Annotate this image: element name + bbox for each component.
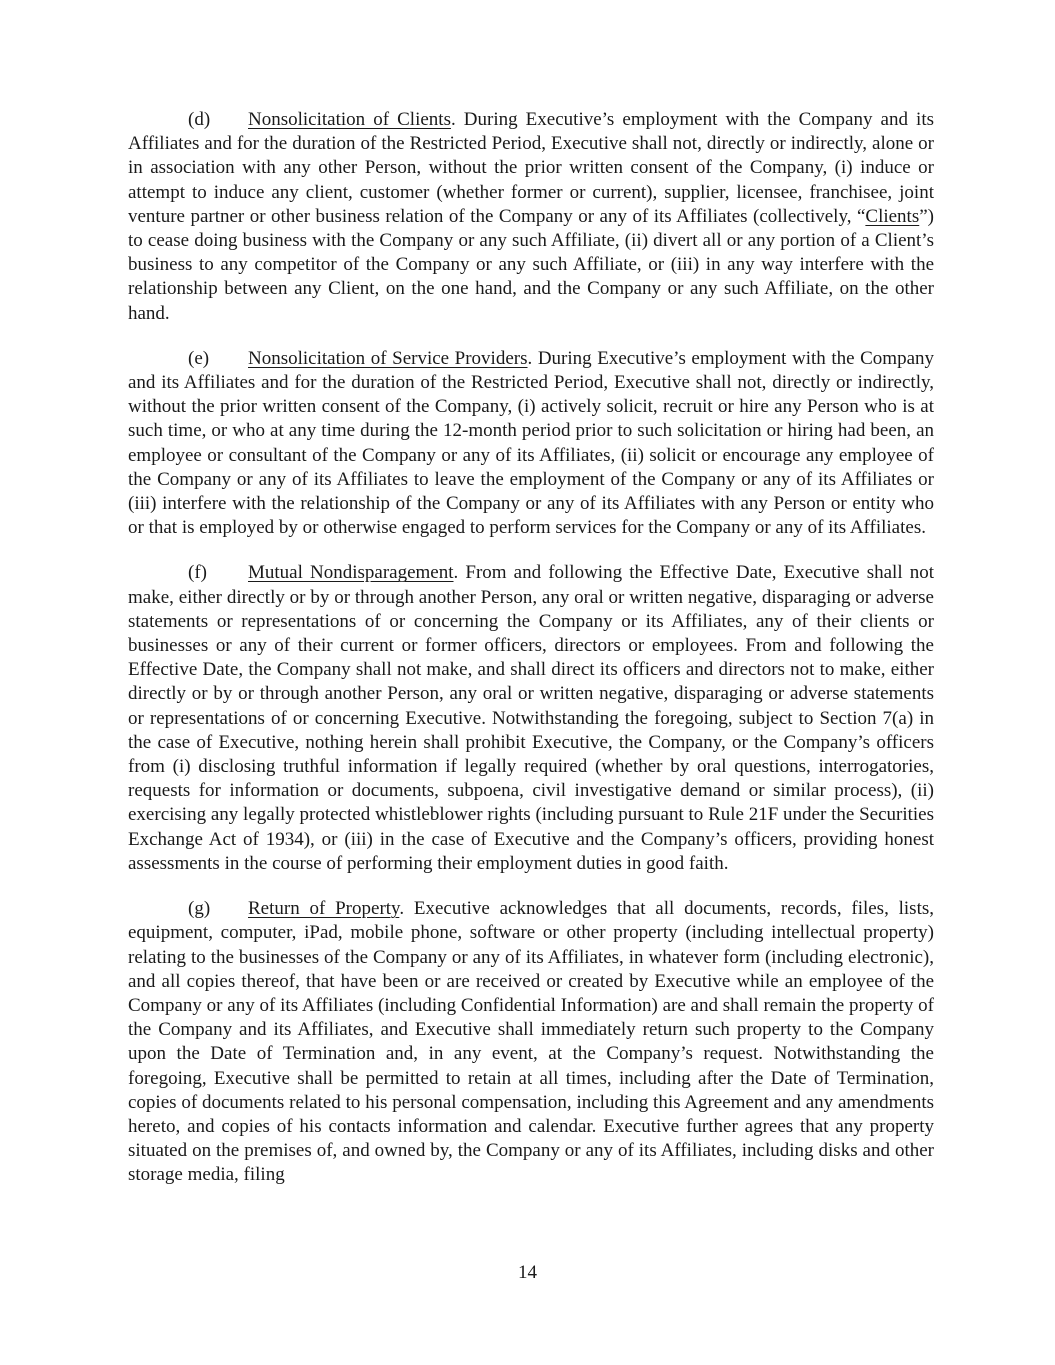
defined-term: Clients xyxy=(865,205,920,227)
section-g-return-of-property xyxy=(128,897,934,1187)
section-d-nonsolicitation-of-clients xyxy=(128,108,934,326)
section-heading: Nonsolicitation of Service Providers xyxy=(248,347,528,369)
section-heading: Nonsolicitation of Clients xyxy=(248,109,451,130)
section-marker: (d) xyxy=(188,109,211,130)
section-text: . From and following the Effective Date, Executive shall not make, either directly or by or through another Person, any oral or written negative, disparaging or adverse statements or representations of or concerning the Company or its Affiliates, any of their clients or businesses or any of their current or former officers, directors or employees. From and following the Effective Date, the Company shall not make, and shall direct its officers and directors not to make, either directly or by or through another Person, any oral or written negative, disparaging or adverse statements or representations of or concerning Executive. Notwithstanding the foregoing, subject to Section 7(a) in the case of Executive, nothing herein shall prohibit Executive, the Company, or the Company’s officers from (i) disclosing truthful information if legally required (whether by oral questions, interrogatories, requests for information or documents, subpoena, civil investigative demand or similar process), (ii) exercising any legally protected whistleblower rights (including pursuant to Rule 21F under the Securities Exchange Act of 1934), or (iii) in the case of Executive and the Company’s officers, providing honest assessments in the course of performing their employment duties in good faith. xyxy=(128,562,934,874)
page-number: 14 xyxy=(518,1262,537,1283)
section-text: . During Executive’s employment with the Company and its Affiliates and for the duration of the Restricted Period, Executive shall not, directly or indirectly, alone or in association with any other Person, without the prior written consent of the Company, (i) induce or attempt to induce any client, customer (whether former or current), supplier, licensee, franchisee, joint venture partner or other business relation of the Company or any of its Affiliates (collectively, “ xyxy=(128,109,934,227)
section-marker: (e) xyxy=(188,347,210,369)
section-e-nonsolicitation-of-service-providers xyxy=(128,347,934,541)
document-body xyxy=(128,108,934,1209)
section-text-continued: ”) to cease doing business with the Company or any such Affiliate, (ii) divert all or any portion of a Client’s business to any competitor of the Company or any such Affiliate, or (iii) in any way interfere with the relationship between any Client, on the one hand, and the Company or any such Affiliate, on the other hand. xyxy=(128,205,934,324)
section-f-mutual-nondisparagement xyxy=(128,561,934,876)
section-heading: Mutual Nondisparagement xyxy=(248,562,454,584)
section-heading: Return of Property xyxy=(248,898,400,920)
section-marker: (g) xyxy=(188,898,211,920)
section-marker: (f) xyxy=(188,562,207,584)
section-text: . During Executive’s employment with the Company and its Affiliates and for the duration of the Restricted Period, Executive shall not, directly or indirectly, without the prior written consent of the Company, (i) actively solicit, recruit or hire any Person who is at such time, or who at any time during the 12-month period prior to such solicitation or hiring had been, an employee or consultant of the Company or any of its Affiliates, (ii) solicit or encourage any employee of the Company or any of its Affiliates to leave the employment of the Company or any of its Affiliates or (iii) interfere with the relationship of the Company or any of its Affiliates with any Person or entity who or that is employed by or otherwise engaged to perform services for the Company or any of its Affiliates. xyxy=(128,347,934,539)
section-text: . Executive acknowledges that all documents, records, files, lists, equipment, computer, iPad, mobile phone, software or other property (including intellectual property) relating to the businesses of the Company or any of its Affiliates, in whatever form (including electronic), and all copies thereof, that have been or are received or created by Executive while an employee of the Company or any of its Affiliates (including Confidential Information) are and shall remain the property of the Company and its Affiliates, and Executive shall immediately return such property to the Company upon the Date of Termination and, in any event, at the Company’s request. Notwithstanding the foregoing, Executive shall be permitted to retain at all times, including after the Date of Termination, copies of documents related to his personal compensation, including this Agreement and any amendments hereto, and copies of his contacts information and calendar. Executive further agrees that any property situated on the premises of, and owned by, the Company or any of its Affiliates, including disks and other storage media, filing xyxy=(128,898,934,1186)
